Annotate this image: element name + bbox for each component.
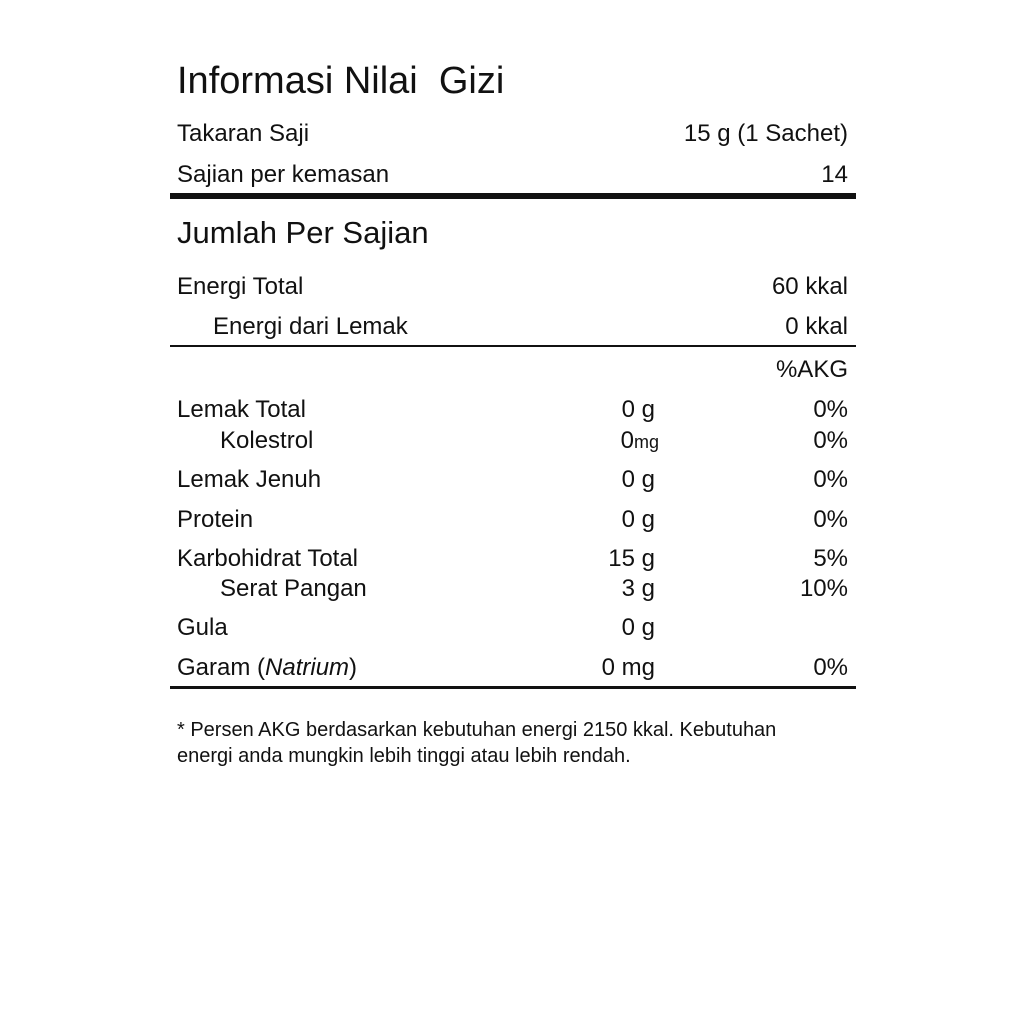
nutrient-label: Lemak Total <box>177 396 306 423</box>
nutrient-amount: 0 g <box>621 506 655 533</box>
nutrient-label: Gula <box>177 614 228 641</box>
nutrient-label-prefix: Garam ( <box>177 654 266 681</box>
nutrient-row-lemak-total <box>177 394 848 426</box>
nutrient-akg: 0% <box>813 427 848 454</box>
nutrient-label: Serat Pangan <box>220 575 367 602</box>
serving-size-value: 15 g (1 Sachet) <box>683 120 848 147</box>
nutrient-label: Karbohidrat Total <box>177 545 359 572</box>
energy-fat-value: 0 kkal <box>785 313 848 340</box>
energy-fat-label: Energi dari Lemak <box>213 313 408 340</box>
panel-title: Informasi Nilai Gizi <box>177 60 505 102</box>
nutrient-amount: 0 g <box>621 466 655 493</box>
servings-per-package-label: Sajian per kemasan <box>177 161 390 188</box>
akg-header-row <box>177 354 848 386</box>
nutrient-akg: 0% <box>813 506 848 533</box>
bottom-divider <box>170 686 856 689</box>
nutrient-row-serat-pangan <box>177 573 848 605</box>
servings-per-package-row <box>177 159 848 191</box>
footnote-line: * Persen AKG berdasarkan kebutuhan energi 2150 kkal. Kebutuhan <box>177 719 777 741</box>
nutrient-label-suffix: ) <box>349 654 358 681</box>
nutrient-akg: 10% <box>799 575 848 602</box>
serving-size-label: Takaran Saji <box>177 120 310 147</box>
energy-total-row <box>177 271 848 303</box>
section-heading: Jumlah Per Sajian <box>177 215 429 250</box>
footnote-line: energi anda mungkin lebih tinggi atau lebih rendah. <box>177 745 631 767</box>
nutrient-akg: 5% <box>813 545 848 572</box>
nutrient-amount-unit: mg <box>633 432 659 452</box>
footnote <box>177 717 837 769</box>
nutrient-amount-number: 0 <box>620 427 634 454</box>
thin-divider <box>170 345 856 347</box>
nutrient-label: Lemak Jenuh <box>177 466 322 493</box>
nutrient-row-kolestrol <box>177 425 848 457</box>
nutrient-label-italic: Natrium <box>265 654 350 681</box>
energy-total-label: Energi Total <box>177 273 304 300</box>
nutrient-label: Protein <box>177 506 254 533</box>
nutrient-amount: 15 g <box>608 545 655 572</box>
energy-fat-row <box>177 311 848 343</box>
nutrient-amount: 0 g <box>621 614 655 641</box>
energy-total-value: 60 kkal <box>771 273 848 300</box>
serving-size-row <box>177 118 848 150</box>
nutrient-akg: 0% <box>813 466 848 493</box>
nutrient-row-gula <box>177 612 848 644</box>
nutrient-amount: 0 mg <box>601 654 655 681</box>
nutrient-row-garam <box>177 652 848 684</box>
nutrient-amount <box>621 425 659 458</box>
nutrient-akg: 0% <box>813 396 848 423</box>
akg-header: %AKG <box>775 356 848 383</box>
servings-per-package-value: 14 <box>821 161 848 188</box>
nutrient-row-lemak-jenuh <box>177 464 848 496</box>
nutrient-label <box>177 652 357 684</box>
nutrient-row-protein <box>177 504 848 536</box>
nutrient-label: Kolestrol <box>220 427 314 454</box>
nutrient-amount: 3 g <box>621 575 655 602</box>
nutrient-akg: 0% <box>813 654 848 681</box>
nutrient-amount: 0 g <box>621 396 655 423</box>
nutrient-row-karbohidrat-total <box>177 543 848 575</box>
thick-divider <box>170 193 856 199</box>
